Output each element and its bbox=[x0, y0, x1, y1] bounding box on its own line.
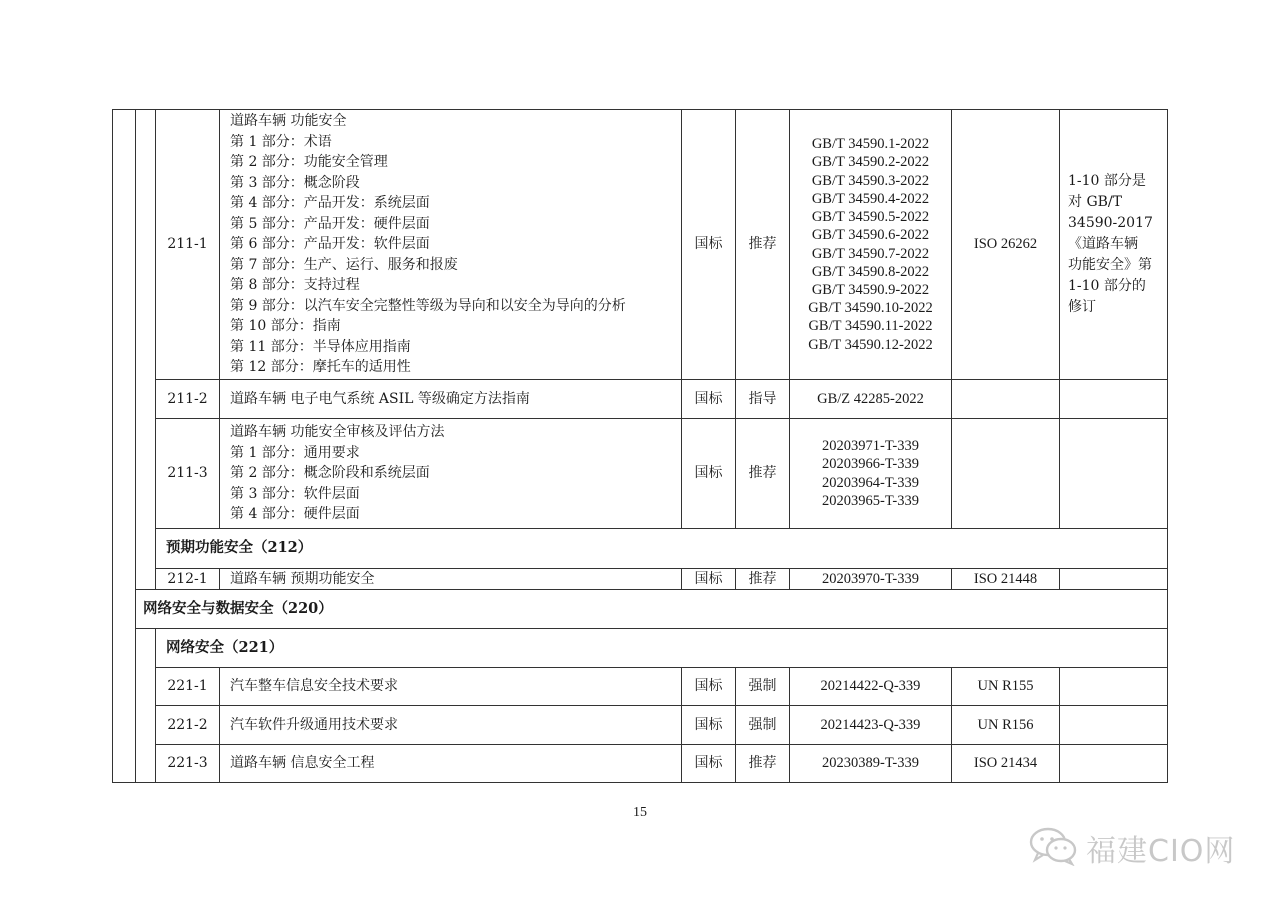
note-line: 34590-2017 bbox=[1068, 215, 1153, 231]
row-type: 国标 bbox=[694, 236, 723, 253]
standard-number: GB/T 34590.9-2022 bbox=[811, 281, 930, 298]
standard-number: GB/T 34590.12-2022 bbox=[808, 336, 933, 353]
title-line: 第 3 部分：概念阶段 bbox=[230, 174, 360, 191]
note-line: 修订 bbox=[1068, 299, 1096, 315]
title-line: 第 4 部分：硬件层面 bbox=[230, 506, 360, 523]
row-numbers: 20214422-Q-339 bbox=[820, 678, 921, 695]
title-line: 第 1 部分：术语 bbox=[230, 133, 332, 150]
title-line: 第 12 部分：摩托车的适用性 bbox=[230, 359, 411, 376]
note-line: 功能安全》第 bbox=[1068, 257, 1152, 273]
row-code: 211-3 bbox=[167, 465, 208, 482]
row-code: 221-2 bbox=[167, 716, 208, 733]
title-line: 第 5 部分：产品开发：硬件层面 bbox=[230, 215, 430, 232]
row-code: 221-3 bbox=[167, 755, 208, 772]
standard-number: GB/T 34590.11-2022 bbox=[808, 318, 933, 335]
row-intl: UN R155 bbox=[977, 678, 1034, 695]
standard-number: 20203966-T-339 bbox=[822, 456, 919, 473]
row-type: 国标 bbox=[694, 755, 723, 772]
title-line: 道路车辆 功能安全 bbox=[230, 113, 347, 130]
standard-number: GB/T 34590.1-2022 bbox=[811, 136, 930, 153]
standard-number: GB/T 34590.8-2022 bbox=[811, 263, 930, 280]
note-line: 《道路车辆 bbox=[1068, 236, 1138, 252]
standard-number: 20203964-T-339 bbox=[822, 474, 919, 491]
row-numbers: 20230389-T-339 bbox=[822, 755, 919, 772]
standard-number: GB/T 34590.6-2022 bbox=[811, 227, 930, 244]
row-numbers bbox=[790, 110, 951, 379]
row-title bbox=[220, 110, 681, 379]
row-type: 国标 bbox=[694, 678, 723, 695]
row-numbers: 20214423-Q-339 bbox=[820, 716, 921, 733]
row-code: 212-1 bbox=[167, 570, 208, 587]
note-line: 对 GB/T bbox=[1068, 194, 1122, 210]
standard-number: 20203971-T-339 bbox=[822, 438, 919, 455]
row-intl: ISO 21434 bbox=[973, 755, 1038, 772]
row-nature: 推荐 bbox=[748, 465, 777, 482]
row-type: 国标 bbox=[694, 465, 723, 482]
title-line: 第 4 部分：产品开发：系统层面 bbox=[230, 195, 430, 212]
row-nature: 强制 bbox=[748, 716, 777, 733]
wechat-icon bbox=[1028, 826, 1080, 870]
title-line: 第 10 部分：指南 bbox=[230, 318, 341, 335]
title-line: 第 6 部分：产品开发：软件层面 bbox=[230, 236, 430, 253]
standard-number: GB/T 34590.2-2022 bbox=[811, 154, 930, 171]
section-heading-221: 网络安全（221） bbox=[166, 638, 284, 656]
row-type: 国标 bbox=[694, 390, 723, 407]
row-title: 汽车软件升级通用技术要求 bbox=[230, 716, 398, 733]
title-line: 第 1 部分：通用要求 bbox=[230, 444, 360, 461]
row-intl: ISO 21448 bbox=[973, 570, 1038, 587]
row-code: 211-1 bbox=[167, 236, 208, 253]
row-nature: 推荐 bbox=[748, 755, 777, 772]
row-type: 国标 bbox=[694, 570, 723, 587]
title-line: 第 3 部分：软件层面 bbox=[230, 485, 360, 502]
title-line: 第 2 部分：功能安全管理 bbox=[230, 154, 388, 171]
note-line: 1-10 部分的 bbox=[1068, 278, 1146, 294]
section-heading-212: 预期功能安全（212） bbox=[166, 539, 313, 557]
row-title bbox=[220, 419, 681, 528]
row-note bbox=[1060, 110, 1167, 379]
standard-number: GB/T 34590.5-2022 bbox=[811, 209, 930, 226]
table-vline bbox=[1059, 568, 1060, 589]
row-numbers: GB/Z 42285-2022 bbox=[817, 390, 924, 407]
row-type: 国标 bbox=[694, 716, 723, 733]
table-vline bbox=[1059, 667, 1060, 783]
table-vline bbox=[135, 109, 136, 783]
row-nature: 指导 bbox=[748, 390, 777, 407]
title-line: 第 2 部分：概念阶段和系统层面 bbox=[230, 465, 430, 482]
row-code: 221-1 bbox=[167, 678, 208, 695]
row-nature: 推荐 bbox=[748, 236, 777, 253]
title-line: 第 9 部分：以汽车安全完整性等级为导向和以安全为导向的分析 bbox=[230, 297, 626, 314]
row-title: 道路车辆 电子电气系统 ASIL 等级确定方法指南 bbox=[230, 390, 530, 407]
page-number: 15 bbox=[633, 805, 647, 820]
note-line: 1-10 部分是 bbox=[1068, 173, 1146, 189]
title-line: 第 8 部分：支持过程 bbox=[230, 277, 360, 294]
watermark-text: 福建CIO网 bbox=[1086, 834, 1236, 869]
title-line: 道路车辆 功能安全审核及评估方法 bbox=[230, 424, 445, 441]
row-code: 211-2 bbox=[167, 390, 208, 407]
row-nature: 强制 bbox=[748, 678, 777, 695]
standard-number: GB/T 34590.7-2022 bbox=[811, 245, 930, 262]
title-line: 第 11 部分：半导体应用指南 bbox=[230, 338, 411, 355]
row-title: 道路车辆 预期功能安全 bbox=[230, 570, 375, 587]
standard-number: GB/T 34590.3-2022 bbox=[811, 172, 930, 189]
watermark bbox=[1028, 826, 1235, 870]
row-title: 道路车辆 信息安全工程 bbox=[230, 755, 375, 772]
row-intl: UN R156 bbox=[977, 716, 1034, 733]
title-line: 第 7 部分：生产、运行、服务和报废 bbox=[230, 256, 458, 273]
row-nature: 推荐 bbox=[748, 570, 777, 587]
row-numbers bbox=[790, 419, 951, 528]
row-title: 汽车整车信息安全技术要求 bbox=[230, 678, 398, 695]
section-heading-220: 网络安全与数据安全（220） bbox=[143, 599, 333, 617]
row-numbers: 20203970-T-339 bbox=[822, 570, 919, 587]
standard-number: 20203965-T-339 bbox=[822, 492, 919, 509]
row-intl: ISO 26262 bbox=[973, 236, 1038, 253]
standard-number: GB/T 34590.10-2022 bbox=[808, 300, 933, 317]
standard-number: GB/T 34590.4-2022 bbox=[811, 190, 930, 207]
